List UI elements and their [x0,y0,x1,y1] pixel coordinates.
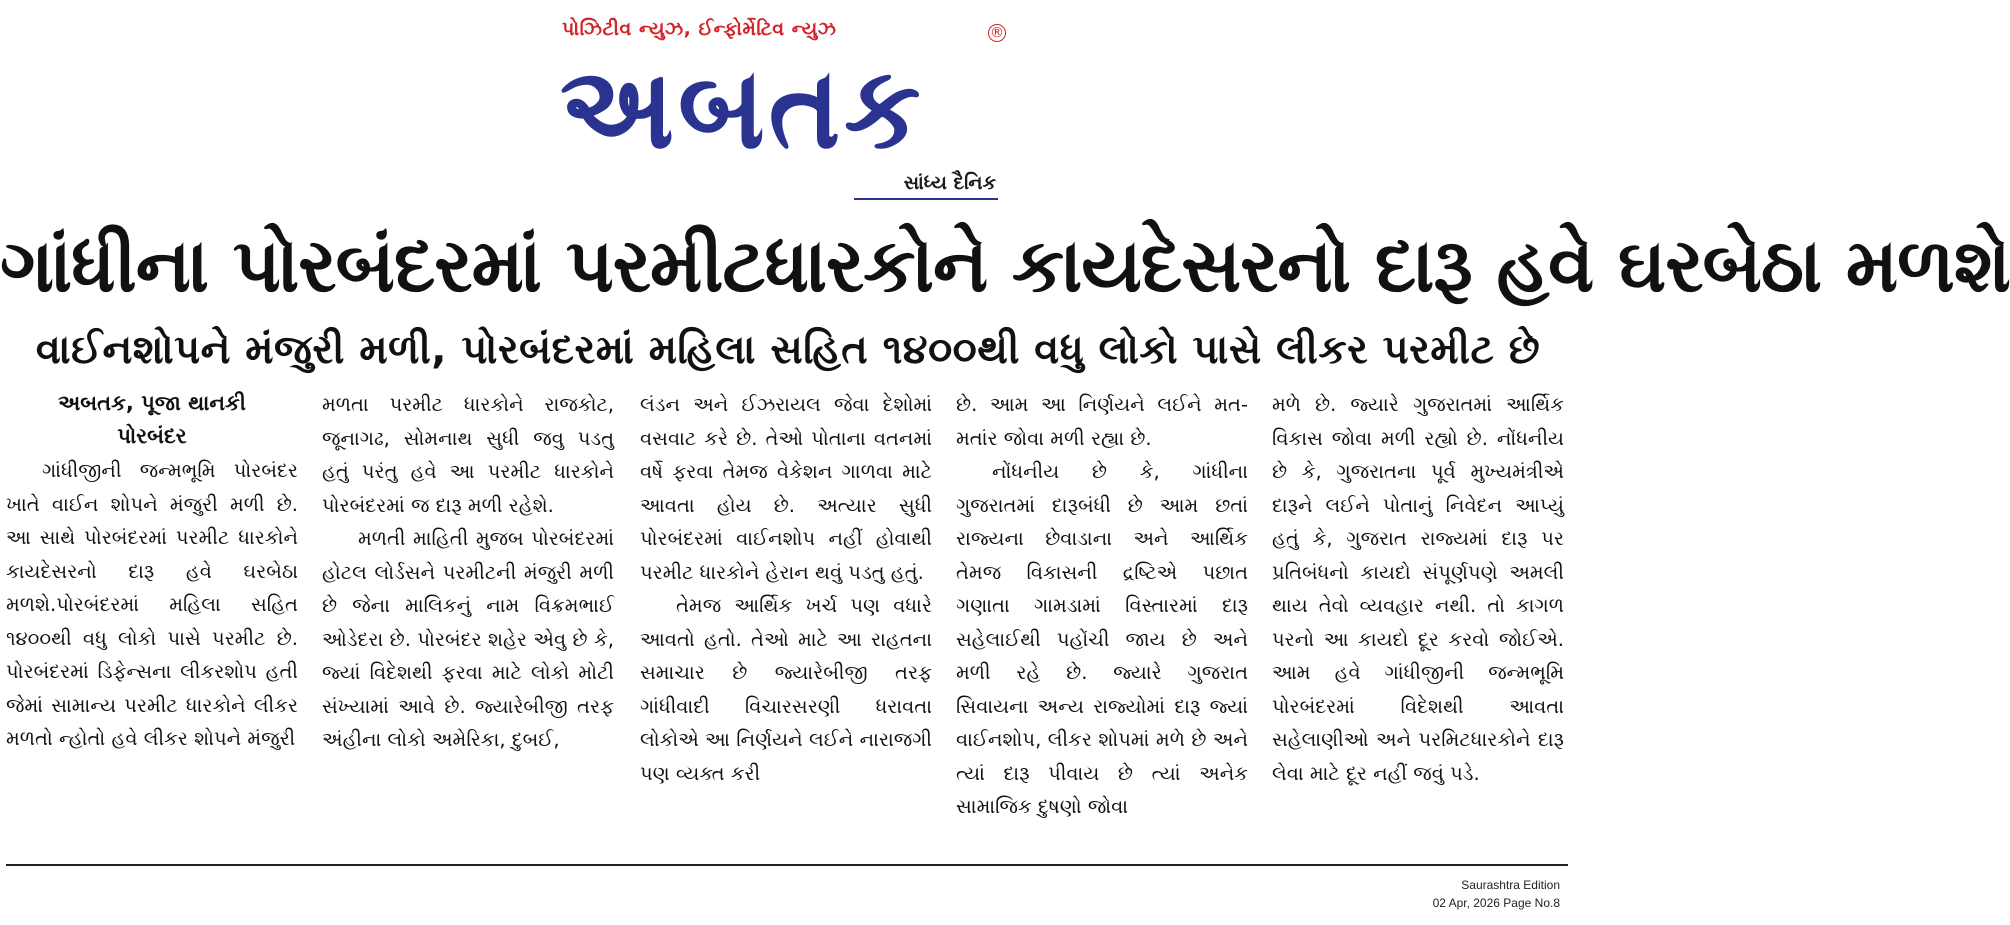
article-subheadline: વાઈનશોપને મંજુરી મળી, પોરબંદરમાં મહિલા સહિત ૧૪૦૦થી વધુ લોકો પાસે લીકર પરમીટ છે [35,327,1541,373]
article-body [6,388,1568,858]
paragraph: મળતી માહિતી મુજબ પોરબંદરમાં હોટલ લોર્ડસને પરમીટની મંજુરી મળી છે જેના માલિકનું નામ વિક્રમભાઈ ઓડેદરા છે. પોરબંદર શહેર એવુ છે કે, જ્યાં વિદેશથી ફરવા માટે લોકો મોટી સંખ્યામાં આવે છે. જ્યારેબીજી તરફ અંહીના લોકો અમેરિકા, દુબઈ, [322,527,614,751]
edition-label: Saurashtra Edition [1461,878,1560,892]
paragraph: છે. આમ આ નિર્ણયને લઈને મત-મતાંર જોવા મળી રહ્યા છે. [956,393,1248,450]
article-column-1 [6,388,298,858]
masthead [560,18,1010,200]
article-column-4 [956,388,1248,858]
newspaper-logo: અબતક [560,42,925,175]
masthead-underline [854,198,998,200]
date-page-label: 02 Apr, 2026 Page No.8 [1432,896,1560,910]
paragraph: તેમજ આર્થિક ખર્ચ પણ વધારે આવતો હતો. તેઓ માટે આ રાહતના સમાચાર છે જ્યારેબીજી તરફ ગાંધીવાદી વિચારસરણી ધરાવતા લોકોએ આ નિર્ણયને લઈને નારાજગી પણ વ્યક્ત કરી [640,594,932,785]
paragraph: મળે છે. જ્યારે ગુજરાતમાં આર્થિક વિકાસ જોવા મળી રહ્યો છે. નોંધનીય છે કે, ગુજરાતના પૂર્વ મુખ્યમંત્રીએ દારૂને લઈને પોતાનું નિવેદન આપ્યું હતું કે, ગુજરાત રાજ્યમાં દારૂ પર પ્રતિબંધનો કાયદો સંપૂર્ણપણે અમલી થાય તેવો વ્યવહાર નથી. તો કાગળ પરનો આ કાયદો દૂર કરવો જોઈએ. આમ હવે ગાંધીજીની જન્મભૂમિ પોરબંદરમાં વિદેશથી આવતા સહેલાણીઓ અને પરમિટધારકોને દારૂ લેવા માટે દૂર નહીં જવું પડે. [1272,393,1564,785]
masthead-tagline: પોઝિટીવ ન્યુઝ, ઈન્ફોર્મેટિવ ન્યુઝ [562,18,837,40]
paragraph: ગાંધીજીની જન્મભૂમિ પોરબંદર ખાતે વાઈન શોપને મંજુરી મળી છે. આ સાથે પોરબંદરમાં પરમીટ ધારકોને કાયદેસરનો દારૂ હવે ઘરબેઠા મળશે.પોરબંદરમાં મહિલા સહિત ૧૪૦૦થી વધુ લોકો પાસે પરમીટ છે. પોરબંદરમાં ડિફેન્સના લીકરશોપ હતી જેમાં સામાન્ય પરમીટ ધારકોને લીકર મળતો ન્હોતો હવે લીકર શોપને મંજુરી [6,459,298,750]
article-column-5 [1272,388,1564,858]
page-footer [1433,876,1560,912]
footer-divider [6,864,1568,866]
registered-mark: ® [990,25,1004,41]
byline-location: પોરબંદર [117,424,187,448]
masthead-subtitle: સાંધ્ય દૈનિક [903,172,996,194]
paragraph: નોંધનીય છે કે, ગાંધીના ગુજરાતમાં દારૂબંધી છે આમ છતાં રાજ્યના છેવાડાના અને આર્થિક તેમજ વિકાસની દ્રષ્ટિએ પછાત ગણાતા ગામડામાં વિસ્તારમાં દારૂ સહેલાઈથી પહોંચી જાય છે અને મળી રહે છે. જ્યારે ગુજરાત સિવાયના અન્ય રાજ્યોમાં દારૂ જ્યાં વાઈનશોપ, લીકર શોપમાં મળે છે અને ત્યાં દારૂ પીવાય છે ત્યાં અનેક સામાજિક દુષણો જોવા [956,460,1248,818]
article-column-2 [322,388,614,858]
paragraph: મળતા પરમીટ ધારકોને રાજકોટ, જૂનાગઢ, સોમનાથ સુધી જવુ પડતુ હતું પરંતુ હવે આ પરમીટ ધારકોને પોરબંદરમાં જ દારૂ મળી રહેશે. [322,393,614,517]
article-headline: ગાંધીના પોરબંદરમાં પરમીટધારકોને કાયદેસરનો દારૂ હવે ઘરબેઠા મળશે [0,223,2010,309]
byline-author: અબતક, પૂજા થાનકી [58,391,246,415]
article-column-3 [640,388,932,858]
paragraph: લંડન અને ઈઝરાયલ જેવા દેશોમાં વસવાટ કરે છે. તેઓ પોતાના વતનમાં વર્ષે ફરવા તેમજ વેકેશન ગાળવા માટે આવતા હોય છે. અત્યાર સુધી પોરબંદરમાં વાઈનશોપ નહીં હોવાથી પરમીટ ધારકોને હેરાન થવું પડતુ હતું. [640,393,932,584]
